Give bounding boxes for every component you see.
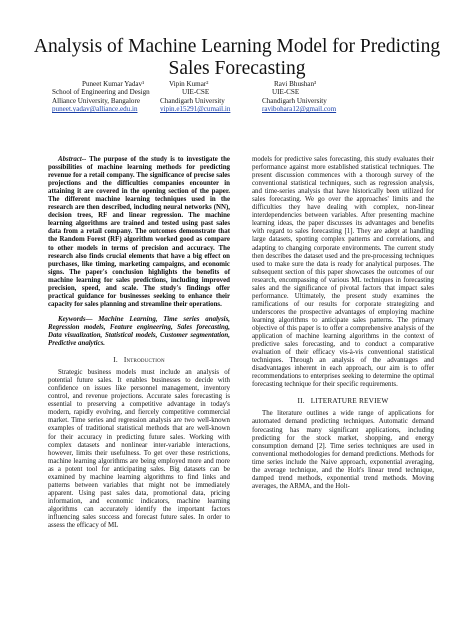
introduction-paragraph: Strategic business models must include an analysis of potential future sales. It enables businesses to decide with confidence on issues like personnel management, inventory control, and revenue projections. Accurate sales forecasting is essential to preserving a competitive advantage in today's modern, rapidly evolving, and fiercely competitive commercial market. Time series and regression analysis are two well-known examples of traditional statistical methods that are well-known for their accuracy in predicting future sales. Working with complex datasets and nonlinear inter-variable interactions, however, limits their usefulness. To get over these restrictions, machine learning algorithms are being employed more and more as a potent tool for anticipating sales. Big datasets can be examined by machine learning algorithms to find links and patterns between variables that might not be immediately apparent. Using past sales data, promotional data, pricing information, and economic indicators, machine learning algorithms can accurately identify the important factors influencing sales success and forecast future sales. In order to assess the efficacy of ML <box>48 369 230 530</box>
author-email-link[interactable]: vipin.e15291@cumail.in <box>160 105 231 114</box>
author-email-link[interactable]: ravibohara12@gmail.com <box>262 105 337 114</box>
author-3 <box>262 80 336 114</box>
author-name: Vipin Kumar² <box>169 80 209 88</box>
section-title: Introduction <box>123 355 165 365</box>
paper-title: Analysis of Machine Learning Model for Predicting Sales Forecasting <box>33 36 441 79</box>
abstract-label: Abstract <box>58 156 82 163</box>
author-affiliation: UIE-CSE <box>272 88 300 97</box>
author-name: Puneet Kumar Yadav¹ <box>82 80 145 88</box>
author-affiliation: Chandigarh University <box>160 96 225 105</box>
section-heading-literature-review <box>252 397 434 405</box>
author-name: Ravi Bhushan³ <box>274 80 317 88</box>
author-affiliation: Chandigarh University <box>262 96 327 105</box>
body-paragraph: models for predictive sales forecasting, this study evaluates their performance against more established statistical techniques. The present discussion commences with a thorough survey of the conventional statistical techniques, such as regression analysis, and time-series analysis that have historically been utilized for sales forecasting. We go over the approaches' limits and the difficulties they have dealing with complex, non-linear interdependencies between variables. After presenting machine learning ideas, the paper discusses its advantages and benefits with regard to sales forecasting [1]. They are adept at handling large datasets, spotting complex patterns and correlations, and adapting to changing corporate environments. The current study then describes the dataset used and the pre-processing techniques used to make sure the data is ready for analytical purposes. The subsequent section of this paper showcases the outcomes of our research, encompassing of various ML techniques in forecasting sales and the significance of pivotal factors that impact sales performance. Ultimately, the present study examines the ramifications of our results for corporate strategizing and underscores the prospective advantages of employing machine learning algorithms to anticipate sales patterns. The primary objective of this paper is to offer a comprehensive analysis of the application of machine learning algorithms in the context of predictive sales forecasting, and to conduct a comparative evaluation of their efficacy vis-à-vis conventional statistical techniques. Through an analysis of the advantages and disadvantages inherent in each approach, our aim is to offer recommendations to enterprises seeking to determine the optimal forecasting technique for their specific requirements. <box>252 156 434 389</box>
abstract <box>48 156 230 309</box>
literature-review-paragraph: The literature outlines a wide range of applications for automated demand predicting techniques. Automatic demand forecasting has many significant applications, including predicting for the stock market, shopping, and energy consumption demand [2]. Time series techniques are used in conventional methodologies for demand predictions. Methods for time series include the Naive approach, exponential averaging, the average technique, and the Holt's linear trend technique, damped trend methods, exponential trend methods. Moving averages, the ARMA, and the Holt- <box>252 410 434 490</box>
keywords-label: Keywords <box>58 315 86 323</box>
section-title: LITERATURE REVIEW <box>310 396 389 406</box>
author-affiliation: Alliance University, Bangalore <box>52 96 140 105</box>
right-column <box>252 156 434 491</box>
author-block <box>0 80 474 120</box>
left-column <box>48 156 230 530</box>
section-heading-introduction <box>48 356 230 364</box>
abstract-text: -- The purpose of the study is to investigate the possibilities of machine learning methods for predicting revenue for a retail company. The significance of precise sales projections and the difficulties companies encounter in attaining it are covered in the opening section of the paper. The different machine learning techniques used in the research are then described, including neural networks (NN), decision trees, RF and linear regression. The machine learning algorithms are trained and tested using past sales data from a retail company. The outcomes demonstrate that the Random Forest (RF) algorithm worked good as compare to other models in terms of precision and accuracy. The research also finds crucial elements that have a big effect on purchases, like timing, marketing campaigns, and economic signs. The paper's conclusion highlights the benefits of machine learning for sales predictions, including improved precision, speed, and scale. The study's findings offer practical guidance for businesses seeking to enhance their capacity for sales planning and streamline their operations. <box>48 156 230 308</box>
section-number: II. <box>297 396 305 406</box>
author-1 <box>52 80 150 114</box>
author-affiliation: UIE-CSE <box>182 88 210 97</box>
keywords <box>48 316 230 348</box>
section-number: I. <box>113 355 118 365</box>
author-2 <box>160 80 230 114</box>
keywords-text: — Machine Learning, Time series analysis, Regression models, Feature engineering, Sales forecasting, Data visualization, Statistical models, Customer segmentation, Predictive analytics. <box>48 315 230 348</box>
author-affiliation: School of Engineering and Design <box>52 88 150 97</box>
author-email-link[interactable]: puneet.yadav@alliance.edu.in <box>52 105 138 114</box>
